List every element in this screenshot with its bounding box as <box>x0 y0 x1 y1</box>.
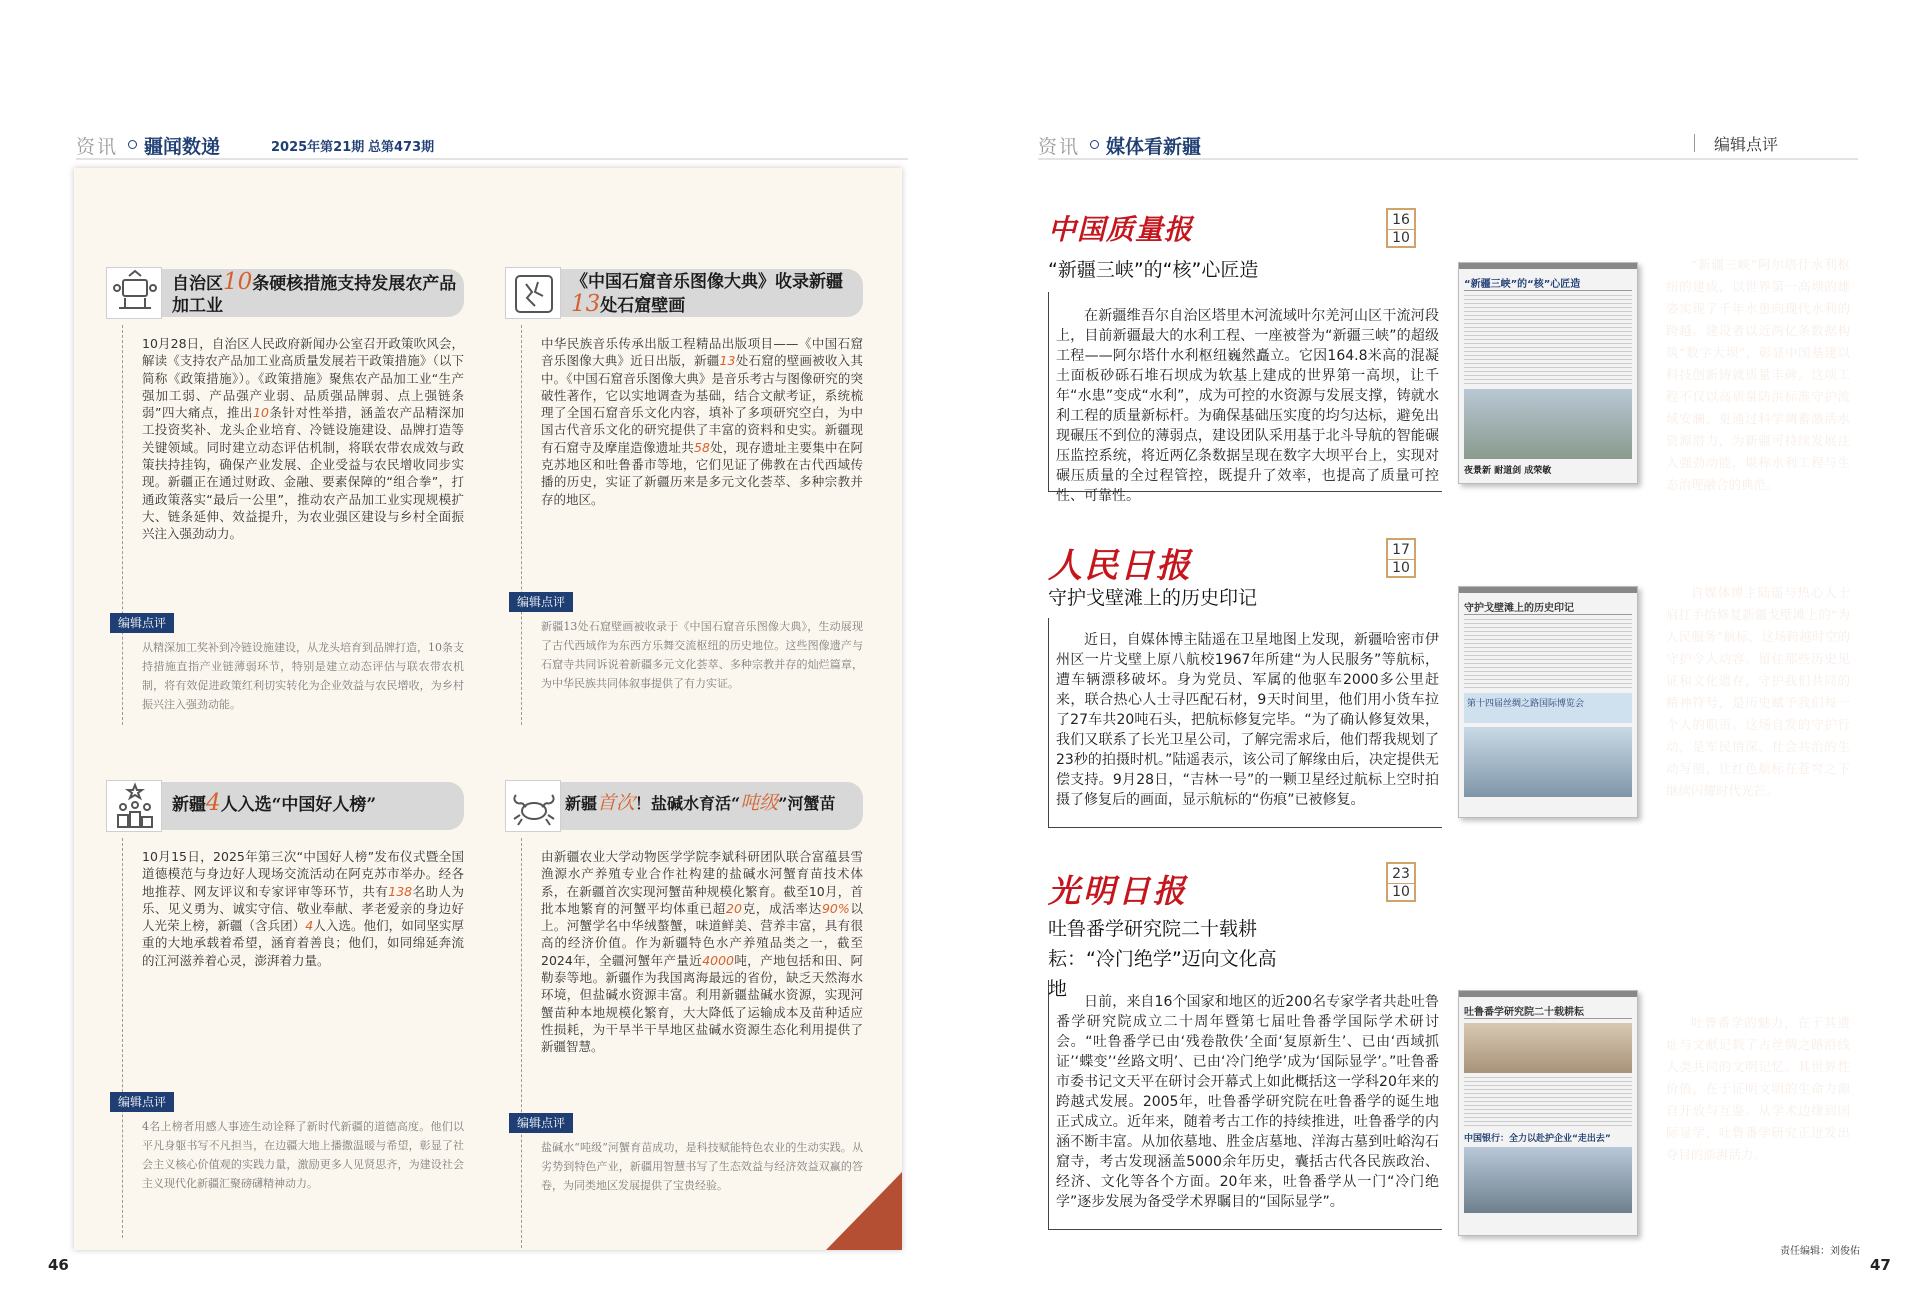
date-day: 16 <box>1388 210 1414 230</box>
factory-icon <box>106 267 162 319</box>
newspaper-clipping <box>1458 990 1638 1236</box>
body-text: 中华民族音乐传承出版工程精品出版项目——《中国石窟音乐图像大典》近日出版，新疆 <box>541 336 863 369</box>
story-2-title <box>571 271 861 317</box>
body-number: 20 <box>726 900 742 916</box>
title-suffix: ”河蟹苗 <box>778 794 836 813</box>
newspaper-masthead: 人民日报 <box>1048 546 1192 586</box>
calendar-date-icon <box>1386 538 1416 578</box>
story-timeline <box>521 325 522 725</box>
title-number: 4 <box>206 790 221 816</box>
body-text: 人入选。他们，如同坚实厚重的大地承载着希望，涵育着善良；他们，如同绵延奔流的江河滋养着心灵，澎湃着力量。 <box>142 918 464 968</box>
title-suffix: 条硬核措施支持发展农产品加工业 <box>172 274 457 316</box>
editor-review-text: 吐鲁番学的魅力，在于其遗址与文献记载了古丝绸之路沿线人类共同的文明记忆。其世界性价值，在于证明文明的生命力源自开放与互鉴。从学术边缘到国际显学，吐鲁番学研究正迸发出夺目的澎湃活力。 <box>1666 1015 1850 1162</box>
title-middle: ！盐碱水育活“ <box>635 794 741 813</box>
clipping-photo <box>1464 389 1632 459</box>
story-2 <box>505 265 865 725</box>
body-text: 处，现存遗址主要集中在阿克苏地区和吐鲁番市等地，它们见证了佛教在古代西域传播的历史，实证了新疆历来是多元文化荟萃、多种宗教并存的地区。 <box>541 439 863 507</box>
article-body: 近日，自媒体博主陆遥在卫星地图上发现，新疆哈密市伊州区一片戈壁上原八航校1967年所建“为人民服务”等航标，遭车辆漂移破坏。身为党员、军属的他驱车2000多公里赶来，联合热心人士寻匹配石材，9天时间里，他们用小货车拉了27车共20吨石头，把航标修复完毕。“为了确认修复效果，我们又联系了长光卫星公司，了解完需求后，他们帮我规划了23秒的拍摄时机。”陆遥表示，该公司了解缘由后，决定提供无偿支持。9月28日，“吉林一号”的一颗卫星经过航标上空时拍摄了修复后的画面，显示航标的“伤痕”已被修复。 <box>1056 632 1439 808</box>
left-page-number: 46 <box>48 1256 69 1274</box>
newspaper-masthead: 中国质量报 <box>1048 213 1194 246</box>
newspaper-masthead: 光明日报 <box>1048 872 1189 910</box>
article-title: 吐鲁番学研究院二十载耕耘：“冷门绝学”迈向文化高地 <box>1048 918 1277 1000</box>
newspaper-clipping <box>1458 586 1638 818</box>
title-number: 10 <box>223 269 253 295</box>
body-text: 以上。河蟹学名中华绒螯蟹，味道鲜美、营养丰富，具有很高的经济价值。作为新疆特色水产养殖品类之一，截至2024年，全疆河蟹年产量近 <box>541 900 863 968</box>
title-prefix: 新疆 <box>565 794 598 813</box>
body-text: 克，成活率达 <box>741 900 822 916</box>
story-4-title <box>565 792 865 815</box>
title-prefix: 自治区 <box>172 274 223 294</box>
calendar-date-icon <box>1386 208 1416 248</box>
newspaper-clipping <box>1458 262 1638 484</box>
clipping-subheadline: 中国银行：全力以赴护企业“走出去” <box>1464 1134 1611 1144</box>
right-section-label: 资讯 <box>1038 136 1081 158</box>
crab-icon <box>505 780 561 832</box>
title-number: 13 <box>571 291 601 317</box>
body-number: 58 <box>694 439 710 455</box>
body-number: 4000 <box>702 952 735 968</box>
issue-number: 2025年第21期 <box>271 140 365 155</box>
article-1 <box>1048 208 1858 538</box>
right-header-rule <box>1038 158 1858 160</box>
date-day: 23 <box>1388 864 1414 884</box>
body-text: 吨，产地包括和田、阿勒泰等地。新疆作为我国离海最远的省份，缺乏天然海水环境，但盐碱水资源丰富。利用新疆盐碱水资源，实现河蟹苗种本地规模化繁育，大大降低了运输成本及苗种适应性损耗，为干旱半干旱地区盐碱水资源生态化利用提供了新疆智慧。 <box>541 952 863 1055</box>
editor-comment-tag: 编辑点评 <box>509 1113 573 1133</box>
article-body: 日前，来自16个国家和地区的近200名专家学者共赴吐鲁番学研究院成立二十周年暨第七届吐鲁番学国际学术研讨会。“吐鲁番学已由‘残卷散佚’全面‘复原新生’、已由‘西域抓证’‘蝶变’‘丝路文明’、已由‘冷门绝学’成为‘国际显学’。”吐鲁番市委书记文天平在研讨会开幕式上如此概括这一学科20年来的跨越式发展。2005年，吐鲁番学研究院在吐鲁番学的诞生地正式成立。近年来，随着考古工作的持续推进，吐鲁番学的内涵不断丰富。从加依墓地、胜金店墓地、洋海古墓到吐峪沟石窟寺，考古发现涵盖5000余年历史，囊括古代各民族政治、经济、文化等各个方面。20年来，吐鲁番学从一门“冷门绝学”逐步发展为备受学术界瞩目的“国际显学”。 <box>1056 994 1439 1210</box>
editor-comment: 新疆13处石窟壁画被收录于《中国石窟音乐图像大典》，生动展现了古代西域作为东西方乐舞交流枢纽的历史地位。这些图像遗产与石窟寺共同诉说着新疆多元文化荟萃、多种宗教并存的灿烂篇章，为中华民族共同体叙事提供了有力实证。 <box>541 620 863 690</box>
podium-people-icon <box>106 780 162 832</box>
circle-bullet-icon <box>128 140 137 149</box>
editor-comment-tag: 编辑点评 <box>110 613 174 633</box>
total-issue-number: 总第473期 <box>368 140 435 155</box>
article-body: 在新疆维吾尔自治区塔里木河流域叶尔羌河山区干流河段上，目前新疆最大的水利工程、一座被誉为“新疆三峡”的超级工程——阿尔塔什水利枢纽巍然矗立。它因164.8米高的混凝土面板砂砾石堆石坝成为软基上建成的世界第一高坝，让千年“水患”变成“水利”，成为可控的水资源与发展支撑，铸就水利工程的质量新标杆。为确保基础压实度的均匀达标，避免出现碾压不到位的薄弱点，建设团队采用基于北斗导航的智能碾压监控系统，将近两亿条数据呈现在数字大坝平台上，实现对碾压质量的全过程管控，既提升了效率，也提高了质量可控性、可靠性。 <box>1056 308 1439 504</box>
right-page-number: 47 <box>1870 1256 1891 1274</box>
date-day: 17 <box>1388 540 1414 560</box>
story-timeline <box>521 838 522 1248</box>
article-3 <box>1048 862 1858 1242</box>
story-3 <box>106 778 466 1238</box>
body-text: 10月28日，自治区人民政府新闻办公室召开政策吹风会，解读《支持农产品加工业高质量发展若干政策措施》（以下简称《政策措施》）。《政策措施》聚焦农产品加工业“生产强加工弱、产品强产业弱、品质强品牌弱、点上强链条弱”四大痛点，推出 <box>142 336 464 421</box>
header-divider <box>1694 134 1695 152</box>
clipping-caption: 夜景新 耐道剑 成荣敏 <box>1464 466 1552 476</box>
body-text: 名助人为乐、见义勇为、诚实守信、敬业奉献、孝老爱亲的身边好人光荣上榜，新疆（含兵团） <box>142 883 464 934</box>
clipping-photo <box>1464 1023 1632 1073</box>
body-text: 10月15日，2025年第三次“中国好人榜”发布仪式暨全国道德模范与身边好人现场交流活动在阿克苏市举办。经各地推荐、网友评议和专家评审等环节，共有 <box>142 849 464 899</box>
responsible-editor: 责任编辑：刘俊佑 <box>1780 1246 1860 1257</box>
clipping-headline: 吐鲁番学研究院二十载耕耘 <box>1464 1003 1632 1019</box>
editor-comment: 从精深加工奖补到冷链设施建设，从龙头培育到品牌打造，10条支持措施直指产业链薄弱环节，特别是建立动态评估与联农带农机制，将有效促进政策红利切实转化为企业效益与农民增收，为乡村振兴注入强劲动能。 <box>142 641 464 711</box>
story-1-body <box>142 335 464 543</box>
article-title: “新疆三峡”的“核”心匠造 <box>1048 259 1259 281</box>
story-1 <box>106 265 466 725</box>
story-3-title <box>172 792 462 816</box>
body-text: 由新疆农业大学动物医学学院李斌科研团队联合富蕴县雪渔源水产养殖专业合作社构建的盐碱水河蟹育苗技术体系，在新疆首次实现河蟹苗种规模化繁育。截至10月，首批本地繁育的河蟹平均体重已超 <box>541 849 863 916</box>
left-header-rule <box>76 158 908 160</box>
calendar-date-icon <box>1386 862 1416 902</box>
mural-crack-icon <box>505 267 561 319</box>
title-highlight: 首次 <box>597 792 636 814</box>
story-4 <box>505 778 865 1248</box>
editor-review-heading: 编辑点评 <box>1714 135 1779 154</box>
title-highlight-2: 吨级 <box>740 792 779 814</box>
story-4-body <box>541 848 863 1056</box>
clipping-banner: 第十四届丝绸之路国际博览会 <box>1464 693 1632 723</box>
clipping-headline: 守护戈壁滩上的历史印记 <box>1464 599 1632 615</box>
editor-comment: 4名上榜者用感人事迹生动诠释了新时代新疆的道德高度。他们以平凡身躯书写不凡担当，在边疆大地上播撒温暖与希望，彰显了社会主义核心价值观的实践力量，激励更多人见贤思齐，为建设社会主义现代化新疆汇聚磅礴精神动力。 <box>142 1120 464 1190</box>
title-prefix: 新疆 <box>172 795 206 815</box>
body-number: 13 <box>719 353 736 369</box>
right-section-title: 媒体看新疆 <box>1106 136 1202 158</box>
story-timeline <box>122 838 123 1238</box>
title-suffix: 人入选“中国好人榜” <box>220 795 377 815</box>
body-text: 条针对性举措，涵盖农产品精深加工投资奖补、龙头企业培育、冷链设施建设、品牌打造等关键领域。同时建立动态评估机制，将联农带农成效与政策扶持挂钩，确保产业发展、企业受益与农民增收同步实现。新疆正在通过财政、金融、要素保障的“组合拳”，打通政策落实“最后一公里”，推动农产品加工业实现规模扩大、链条延伸、效益提升，为农业强区建设与乡村全面振兴注入强劲动力。 <box>142 405 464 542</box>
date-month: 10 <box>1392 884 1410 900</box>
body-text: 处石窟的壁画被收入其中。《中国石窟音乐图像大典》是音乐考古与图像研究的突破性著作，它以实地调查为基础，结合文献考证，系统梳理了全国石窟音乐文化内容，填补了多项研究空白，为中国古代音乐文化的研究提供了丰富的资料和史实。新疆现有石窟寺及摩崖造像遗址共 <box>541 353 863 455</box>
editor-review-text: 自媒体博主陆遥与热心人士肩扛手抬修复新疆戈壁滩上的“为人民服务”航标，这场跨越时空的守护令人动容。留住那些历史见证和文化遗存，守护我们共同的精神符号，是历史赋予我们每一个人的职责。这场自发的守护行动，是军民情深、社会共治的生动写照，让红色航标在苍穹之下继续闪耀时代光芒。 <box>1666 585 1850 798</box>
editor-comment-tag: 编辑点评 <box>110 1092 174 1112</box>
clipping-photo-2 <box>1464 1147 1632 1213</box>
circle-bullet-icon <box>1090 140 1099 149</box>
article-2 <box>1048 538 1858 848</box>
body-number: 90% <box>821 900 850 916</box>
clipping-photo <box>1464 727 1632 797</box>
story-2-body <box>541 335 863 508</box>
left-section-title: 疆闻数递 <box>144 136 221 158</box>
body-number: 4 <box>305 918 314 934</box>
body-number: 10 <box>253 405 269 421</box>
article-title: 守护戈壁滩上的历史印记 <box>1048 587 1258 609</box>
editor-review-text: “新疆三峡”阿尔塔什水利枢纽的建成，以世界第一高坝的雄姿实现了千年水患向现代水利的跨越。建设者以近两亿条数据构筑“数字大坝”，彰显中国基建以科技创新铸就质量丰碑。这项工程不仅以高质量防洪标准守护流域安澜，更通过科学调蓄激活水资源潜力，为新疆可持续发展注入强劲动能，堪称水利工程与生态治理融合的典范。 <box>1666 257 1850 492</box>
body-number: 138 <box>388 883 413 899</box>
title-prefix: 《中国石窟音乐图像大典》收录新疆 <box>571 272 843 292</box>
date-month: 10 <box>1392 230 1410 246</box>
story-3-body <box>142 848 464 969</box>
editor-comment: 盐碱水“吨级”河蟹育苗成功，是科技赋能特色农业的生动实践。从劣势到特色产业，新疆用智慧书写了生态效益与经济效益双赢的答卷，为同类地区发展提供了宝贵经验。 <box>541 1141 863 1192</box>
clipping-headline: “新疆三峡”的“核”心匠造 <box>1464 275 1632 291</box>
title-suffix: 处石窟壁画 <box>600 296 686 316</box>
date-month: 10 <box>1392 560 1410 576</box>
editor-comment-tag: 编辑点评 <box>509 592 573 612</box>
story-1-title <box>172 271 462 317</box>
left-section-label: 资讯 <box>76 136 119 158</box>
story-timeline <box>122 325 123 725</box>
